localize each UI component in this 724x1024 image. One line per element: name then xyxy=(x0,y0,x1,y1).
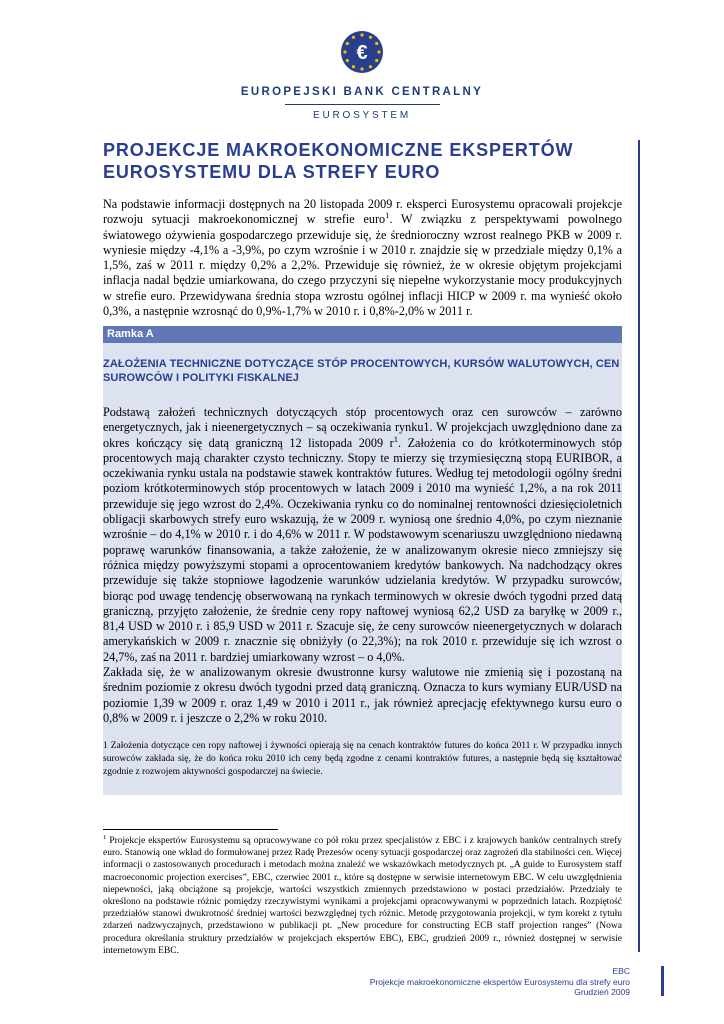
intro-text-b: . W związku z perspektywami powolnego światowego ożywienia gospodarczego przewiduje się, że średnioroczny wzrost realnego PKB w 2009 r. wyniesie między -4,1% a -3,9%, po czym wzrośnie i w 2010 r. znajdzie się w przedziale między 0,1% a 1,5%, zaś w 2011 r. między 0,2% a 2,2%. Przewiduje się również, że w okresie objętym projekcjami inflacja nadal będzie umiarkowana, do czego przyczyni się niepełne wykorzystanie mocy produkcyjnych w strefie euro. Przewidywana średnia stopa wzrostu ogólnej inflacji HICP w 2009 r. ma wynieść około 0,3%, a następnie wzrosnąć do 0,9%-1,7% w 2010 r. i 0,8%-2,0% w 2011 r. xyxy=(103,212,622,319)
page-title-line-1: PROJEKCJE MAKROEKONOMICZNE EKSPERTÓW xyxy=(103,140,574,160)
footer-org: EBC xyxy=(612,966,630,976)
svg-text:€: € xyxy=(356,42,368,64)
right-margin-bar xyxy=(638,140,640,952)
page-title-line-2: EUROSYSTEMU DLA STREFY EURO xyxy=(103,162,441,182)
box-footnote-ref[interactable]: 1 xyxy=(393,433,398,444)
footnote-text: Projekcje ekspertów Eurosystemu są opracowywane co pół roku przez specjalistów z EBC i z krajowych banków centralnych strefy euro. Stanowią one wkład do formułowanej przez Radę Prezesów oceny sytuacji gospodarczej oraz zagrożeń dla stabilności cen. Więcej informacji o zastosowanych procedurach i metodach można znaleźć we wskazówkach metodycznych pt. „A guide to Eurosystem staff macroeconomic projection exercises”, EBC, czerwiec 2001 r., które są dostępne w serwisie internetowym EBC. W celu uwzględnienia niepewności, jaką obciążone są projekcje, wartości wszystkich zmiennych przedstawiono w postaci przedziałów. Przedziały te określono na podstawie różnic pomiędzy rzeczywistymi wynikami a projekcjami opracowywanymi w poprzednich latach. Rozpiętość przedziałów stanowi dwukrotność średniej wartości bezwzględnej tych różnic. Metodę przygotowania projekcji, w tym korekt z tytułu zdarzeń nadzwyczajnych, przedstawiono w publikacji pt. „New procedure for constructing ECB staff projection ranges” (Nowa procedura określania struktury przedziałów w projekcjach ekspertów EBC), EBC, grudzień 2009 r., również dostępnej w serwisie internetowym EBC. xyxy=(103,836,622,956)
footnote-divider xyxy=(103,829,278,830)
box-paragraph-2: Zakłada się, że w analizowanym okresie dwustronne kursy walutowe nie zmienią się i pozostaną na średnim poziomie z okresu dwóch tygodni przed datą graniczną. Oznacza to kurs wymiany EUR/USD na poziomie 1,39 w 2009 r. oraz 1,49 w 2010 i 2011 r., jak również aprecjację efektywnego kursu euro o 0,8% w 2009 r. i jeszcze o 2,2% w roku 2010. xyxy=(103,665,622,725)
box-subtitle: ZAŁOŻENIA TECHNICZNE DOTYCZĄCE STÓP PROCENTOWYCH, KURSÓW WALUTOWYCH, CEN SUROWCÓW I POLITYKI FISKALNEJ xyxy=(103,358,620,384)
box-footnote: 1 Założenia dotyczące cen ropy naftowej i żywności opierają się na cenach kontraktów futures do końca 2011 r. W przypadku innych surowców zakłada się, że do końca roku 2010 ich ceny będą zgodne z cenami kontraktów futures, a następnie będą się kształtować zgodnie z rozwojem aktywności gospodarczej na świecie. xyxy=(103,741,622,777)
footer-date: Grudzień 2009 xyxy=(574,987,630,997)
eurosystem-label: EUROSYSTEM xyxy=(312,110,411,121)
intro-paragraph xyxy=(103,197,622,319)
ecb-euro-logo-icon xyxy=(340,30,384,74)
box-label: Ramka A xyxy=(103,326,622,343)
box-text-b: . Założenia co do krótkoterminowych stóp procentowych mają charakter czysto techniczny. Stopy te mierzy się trzymiesięczną stopą EURIBOR, a oczekiwania rynku ustala na podstawie stawek kontraktów futures. Według tej metodologii ogólny średni poziom krótkoterminowych stóp procentowych w latach 2009 i 2010 ma wynieść 1,2%, a na rok 2011 przewiduje się jego wzrost do 2,4%. Oczekiwania rynku co do nominalnej rentowności dziesięcioletnich obligacji skarbowych strefy euro wskazują, że w 2009 r. wyniosą one średnio 4,0%, po czym nieznanie wzrośnie – do 4,1% w 2010 r. i do 4,6% w 2011 r. W podstawowym scenariuszu uwzględniono niedawną poprawę warunków finansowania, a także założenie, że w analizowanym okresie nieco zmniejszy się różnica między powyższymi stopami a oprocentowaniem kredytów bankowych. Na nadchodzący okres przewiduje się także stopniowe łagodzenie warunków udzielania kredytów. W przypadku surowców, biorąc pod uwagę tendencję obserwowaną na rynkach terminowych w okresie dwóch tygodni przed datą graniczną, przyjęto założenie, że średnie ceny ropy naftowej wyniosą 62,2 USD za baryłkę w 2009 r., 81,4 USD w 2010 r. i 85,9 USD w 2011 r. Szacuje się, że ceny surowców nieenergetycznych w dolarach amerykańskich w 2009 r. znacznie się obniżyły (o 22,3%); na rok 2010 r. przewiduje się ich wzrost o 24,7%, zaś na 2011 r. bardziej umiarkowany wzrost – o 4,0%. xyxy=(103,435,623,664)
bank-name: EUROPEJSKI BANK CENTRALNY xyxy=(240,86,484,98)
header-divider xyxy=(285,104,440,105)
footer-publication: Projekcje makroekonomiczne ekspertów Eurosystemu dla strefy euro xyxy=(369,976,630,987)
intro-text-a: Na podstawie informacji dostępnych na 20 listopada 2009 r. eksperci Eurosystemu opracowali projekcje rozwoju sytuacji makroekonomicznej w strefie euro xyxy=(103,197,622,227)
page-footnote xyxy=(103,835,622,957)
box-text-a: Podstawą założeń technicznych dotyczących stóp procentowych oraz cen surowców – zarówno energetycznych, jak i nieenergetycznych – są oczekiwania rynku1. W projekcjach uwzględniono dane za okres kończący się datą graniczną 12 listopada 2009 r xyxy=(103,405,622,450)
box-paragraph-1 xyxy=(103,405,622,665)
page-number-marker xyxy=(661,966,664,996)
page-title xyxy=(103,139,623,183)
page-footer xyxy=(370,966,630,998)
footnote-marker: 1 xyxy=(103,833,107,841)
ecb-logo xyxy=(0,30,724,74)
footnote-ref[interactable]: 1 xyxy=(385,210,390,221)
